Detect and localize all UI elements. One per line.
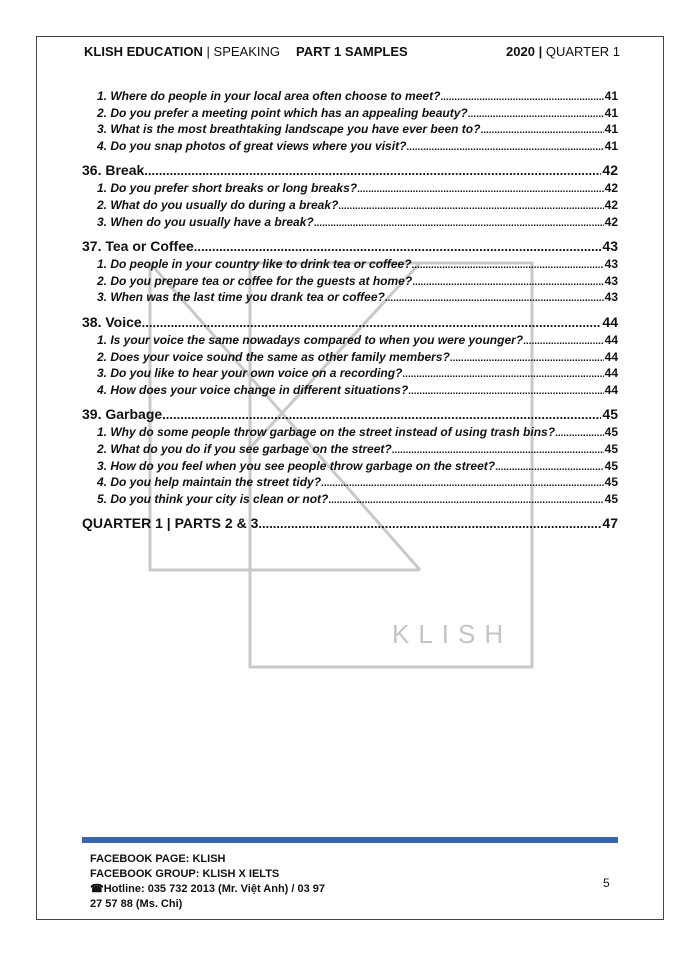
toc-item[interactable]: 2. What do you usually do during a break? ..... 42 — [82, 197, 618, 214]
header-subject: SPEAKING — [213, 44, 281, 59]
toc-item[interactable]: 2. What do you do if you see garbage on the street? ..... 45 — [82, 441, 618, 458]
header-right — [506, 44, 620, 59]
toc-item[interactable]: 2. Do you prefer a meeting point which has an appealing beauty? ..... 41 — [82, 105, 618, 122]
toc-part-heading[interactable]: QUARTER 1 | PARTS 2 & 3 ..... 47 — [82, 514, 618, 533]
footer-hotline-cont: 27 57 88 (Ms. Chi) — [90, 898, 183, 910]
toc-item[interactable]: 4. Do you help maintain the street tidy? ..... 45 — [82, 474, 618, 491]
table-of-contents — [82, 88, 618, 533]
header-separator: | — [534, 44, 546, 59]
toc-item[interactable]: 1. Do people in your country like to drink tea or coffee? ..... 43 — [82, 256, 618, 273]
toc-item[interactable]: 5. Do you think your city is clean or not? ..... 45 — [82, 491, 618, 508]
footer-facebook-page: FACEBOOK PAGE: KLISH — [90, 853, 226, 865]
footer-divider — [82, 837, 618, 843]
watermark-text: KLISH — [392, 619, 513, 649]
toc-item[interactable]: 3. How do you feel when you see people throw garbage on the street? ..... 45 — [82, 458, 618, 475]
toc-item[interactable]: 3. When do you usually have a break? ..... 42 — [82, 214, 618, 231]
toc-item[interactable]: 1. Is your voice the same nowadays compared to when you were younger? ..... 44 — [82, 332, 618, 349]
header-title: PART 1 SAMPLES — [296, 44, 408, 59]
header-year: 2020 — [506, 44, 535, 59]
toc-item[interactable]: 1. Where do people in your local area often choose to meet? ..... 41 — [82, 88, 618, 105]
toc-section-heading[interactable]: 36. Break ..... 42 — [82, 161, 618, 180]
page-footer — [90, 852, 325, 912]
header-left — [84, 44, 280, 59]
toc-item[interactable]: 1. Why do some people throw garbage on the street instead of using trash bins? ..... 45 — [82, 424, 618, 441]
header-brand: KLISH EDUCATION — [84, 44, 203, 59]
toc-section-heading[interactable]: 39. Garbage ..... 45 — [82, 405, 618, 424]
toc-item[interactable]: 1. Do you prefer short breaks or long breaks? ..... 42 — [82, 180, 618, 197]
footer-facebook-group: FACEBOOK GROUP: KLISH X IELTS — [90, 868, 280, 880]
toc-item[interactable]: 4. Do you snap photos of great views where you visit? ..... 41 — [82, 138, 618, 155]
toc-item[interactable]: 3. Do you like to hear your own voice on a recording? ..... 44 — [82, 365, 618, 382]
toc-item[interactable]: 2. Do you prepare tea or coffee for the guests at home? ..... 43 — [82, 273, 618, 290]
toc-item[interactable]: 2. Does your voice sound the same as other family members? ..... 44 — [82, 349, 618, 366]
page-number: 5 — [603, 876, 610, 890]
toc-item[interactable]: 4. How does your voice change in different situations? ..... 44 — [82, 382, 618, 399]
toc-section-heading[interactable]: 37. Tea or Coffee ..... 43 — [82, 237, 618, 256]
telephone-icon: ☎ — [90, 883, 104, 895]
header-quarter: QUARTER 1 — [545, 44, 620, 59]
toc-item[interactable]: 3. What is the most breathtaking landscape you have ever been to? ..... 41 — [82, 121, 618, 138]
footer-hotline: ☎Hotline: 035 732 2013 (Mr. Việt Anh) / 03 97 — [90, 883, 326, 895]
toc-section-heading[interactable]: 38. Voice ..... 44 — [82, 313, 618, 332]
toc-item[interactable]: 3. When was the last time you drank tea or coffee? ..... 43 — [82, 289, 618, 306]
page-header — [84, 44, 620, 64]
header-separator: | — [202, 44, 214, 59]
